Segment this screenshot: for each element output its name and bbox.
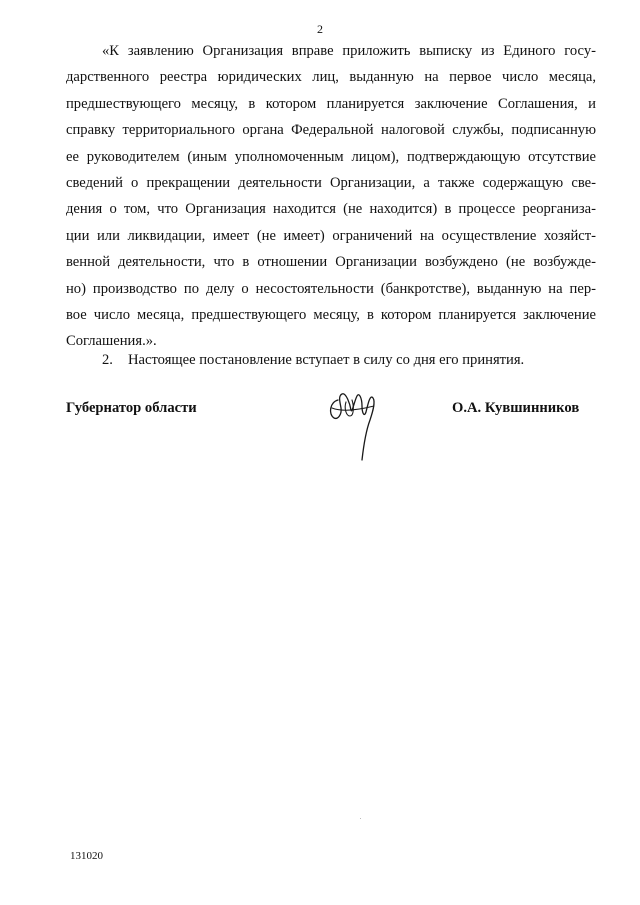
item-number: 2. bbox=[102, 352, 113, 368]
handwritten-signature bbox=[324, 388, 382, 468]
signatory-title: Губернатор области bbox=[66, 400, 197, 416]
text-line: дения о том, что Организация находится (не находится) в процессе реорганиза- bbox=[66, 201, 596, 218]
text-line: венной деятельности, что в отношении Организации возбуждено (не возбужде- bbox=[66, 254, 596, 271]
text-line: Соглашения.». bbox=[66, 333, 157, 350]
signatory-name: О.А. Кувшинников bbox=[452, 400, 580, 416]
text-line: справку территориального органа Федеральной налоговой службы, подписанную bbox=[66, 122, 596, 139]
document-code: 131020 bbox=[70, 850, 103, 862]
paragraph-1 bbox=[66, 38, 596, 355]
text-line: сведений о прекращении деятельности Организации, а также содержащую све- bbox=[66, 174, 596, 191]
page-number: 2 bbox=[317, 22, 323, 36]
text-line: предшествующего месяцу, в котором планируется заключение Соглашения, и bbox=[66, 95, 596, 112]
text-line: но) производство по делу о несостоятельности (банкротстве), выданную на пер- bbox=[66, 280, 596, 297]
item-text: Настоящее постановление вступает в силу со дня его принятия. bbox=[128, 352, 525, 368]
text-line: дарственного реестра юридических лиц, выданную на первое число месяца, bbox=[66, 69, 596, 86]
text-line: вое число месяца, предшествующего месяцу, в котором планируется заключение bbox=[66, 306, 596, 323]
paragraph-2 bbox=[102, 352, 524, 369]
text-line: ции или ликвидации, имеет (не имеет) ограничений на осуществление хозяйст- bbox=[66, 227, 596, 244]
scan-speck bbox=[360, 818, 361, 819]
text-line: «К заявлению Организация вправе приложить выписку из Единого госу- bbox=[102, 43, 596, 59]
text-line: ее руководителем (иным уполномоченным лицом), подтверждающую отсутствие bbox=[66, 148, 596, 165]
